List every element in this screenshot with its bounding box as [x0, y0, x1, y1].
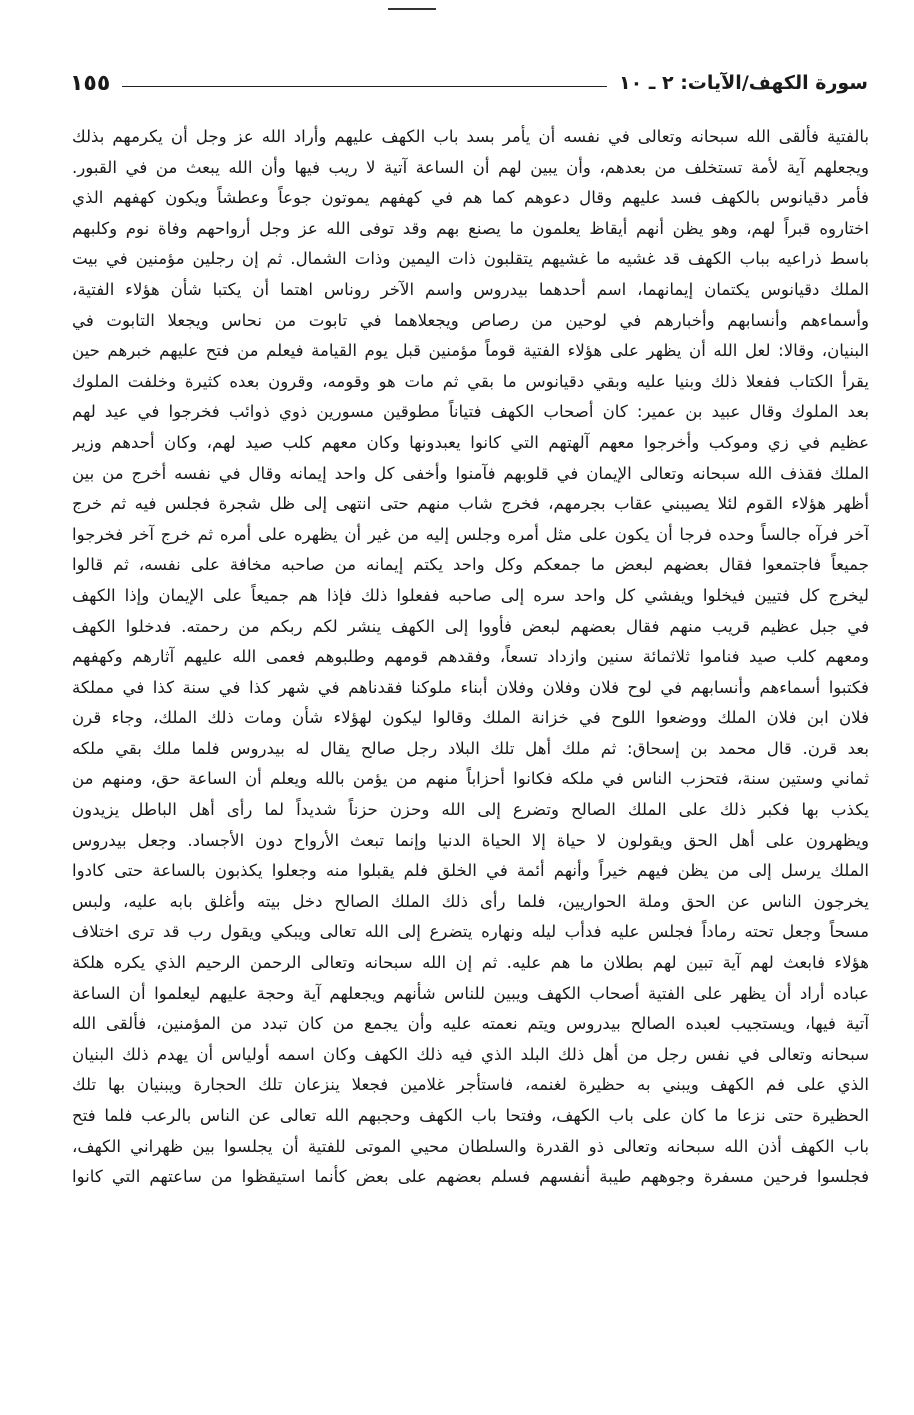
text-line: أظهر هؤلاء القوم لئلا يصيبني عقاب بجرمهم، فخرج شاب منهم حتى انتهى إلى ظل شجرة فجلس فيه ثم خرج — [72, 494, 869, 514]
text-line: الملك دقيانوس يكتمان إيمانهما، اسم أحدهما بيدروس واسم الآخر روناس اهتما أن يكتبا شأن هؤلاء الفتية، — [72, 279, 869, 299]
running-header — [70, 66, 868, 100]
text-line: عباده أراد أن يظهر على الفتية أصحاب الكهف ويبين للناس شأنهم ويجعلهم آية وحجة عليهم ليعلموا أن الساعة — [72, 983, 869, 1003]
text-line: بالفتية فألقى الله سبحانه وتعالى في نفسه أن يأمر بسد باب الكهف عليهم وأراد الله عز وجل أن يكرمهم بذلك — [72, 127, 869, 146]
text-line: ومعهم كلب صيد فناموا ثلاثمائة سنين وازداد تسعاً، وفقدهم قومهم وطلبوهم فعمى الله عليهم آثارهم وكهفهم — [72, 647, 869, 667]
text-line: فلان ابن فلان الملك ووضعوا اللوح في خزانة الملك وقالوا ليكون لهؤلاء شأن ومات ذلك الملك، وجاء قرن — [72, 708, 869, 728]
text-line: باسط ذراعيه بباب الكهف قد غشيه ما غشيهم يتقلبون ذات اليمين وذات الشمال. ثم إن رجلين مؤمنين في بيت — [72, 249, 869, 269]
text-line: الحظيرة حتى نزعا ما كان على باب الكهف، وفتحا باب الكهف وحجبهم الله تعالى عن الناس بالرعب فلما فتح — [72, 1106, 869, 1125]
text-line: بعد الملوك وقال عبيد بن عمير: كان أصحاب الكهف فتياناً مطوقين مسورين ذوي ذوائب فخرجوا في عيد لهم — [72, 402, 869, 422]
text-line: اختاروه قبراً لهم، وهو يظن أنهم أيقاظ يعلمون ما يصنع بهم وقد توفى الله عز وجل أرواحهم وفاة نوم وكلبهم — [72, 218, 869, 238]
text-line: فكتبوا أسماءهم وأنسابهم في لوح فلان وفلان وفلان أبناء ملوكنا فقدناهم في شهر كذا في سنة كذا في مملكة — [72, 677, 869, 697]
text-line: آخر فرآه جالساً وحده فرجا أن يكون على مثل أمره وجلس إليه من غير أن يظهره على أمره ثم خرج آخر فخرجوا — [72, 524, 869, 544]
text-line: بعد قرن. قال محمد بن إسحاق: ثم ملك أهل تلك البلاد رجل صالح يقال له بيدروس فلما ملك بقي ملكه — [72, 738, 869, 758]
text-line: الذي على فم الكهف ويبني به حظيرة لغنمه، فاستأجر غلامين فجعلا ينزعان تلك الحجارة ويبنيان بها تلك — [72, 1075, 869, 1095]
text-line: في جبل عظيم قريب منهم فقال بعضهم لبعض فأووا إلى الكهف ينشر لكم ربكم من رحمته. فدخلوا الكهف — [72, 616, 869, 636]
text-line: ثماني وستين سنة، فتحزب الناس في ملكه فكانوا أحزاباً منهم من يؤمن بالله ويعلم أن الساعة حق، ومنهم من — [72, 769, 869, 789]
text-line: ليخرج كل فتيين فيخلوا ويفشي كل واحد سره إلى صاحبه ففعلوا ذلك فإذا هم جميعاً على الإيمان وإذا الكهف — [72, 585, 869, 605]
text-line: مسحاً وجعل تحته رماداً فجلس عليه فدأب ليله ونهاره يتضرع إلى الله تعالى ويبكي ويقول رب قد ترى اختلاف — [72, 922, 869, 942]
text-line: ويظهرون على أهل الحق ويقولون لا حياة إلا الحياة الدنيا وإنما تبعث الأرواح دون الأجساد. وجعل بيدروس — [72, 830, 869, 850]
text-line: آتية فيها، ويستجيب لعبده الصالح بيدروس ويتم نعمته عليه وأن يجمع من كان تبدد من المؤمنين، فألقى الله — [72, 1014, 869, 1034]
text-line: وأسماءهم وأنسابهم وأخبارهم في لوحين من رصاص ويجعلاهما في تابوت من نحاس ويجعلا التابوت في — [72, 310, 869, 330]
top-edge-mark — [388, 8, 436, 10]
chapter-title: سورة الكهف/الآيات: ٢ ـ ١٠ — [619, 72, 868, 94]
text-line: يخرجون الناس عن الحق وملة الحواريين، فلما رأى ذلك الملك الصالح دخل بيته وأغلق بابه عليه، ولبس — [72, 891, 869, 911]
text-line: هؤلاء فابعث لهم آية تبين لهم بطلان ما هم عليه. ثم إن الله سبحانه وتعالى الرحمن الرحيم الذي يكره هلكة — [72, 953, 869, 973]
text-line: الملك يرسل إلى من يظن فيهم خيراً وأنهم أئمة في الخلق فلم يقبلوا منه وجعلوا يكذبون بالساعة حتى كادوا — [72, 861, 869, 881]
text-line: جميعاً فاجتمعوا فقال بعضهم لبعض ما جمعكم وكل واحد يكتم إيمانه من صاحبه مخافة على نفسه، ثم قالوا — [72, 555, 869, 575]
text-line: فأمر دقيانوس بالكهف فسد عليهم وقال دعوهم كما هم في كهفهم يموتون جوعاً وعطشاً ويكون كهفهم الذي — [72, 188, 869, 208]
text-line: ويجعلهم آية لأمة تستخلف من بعدهم، وأن يبين لهم أن الساعة آتية لا ريب فيها وأن الله يبعث من في القبور. — [72, 157, 869, 177]
text-line: البنيان، وقالا: لعل الله أن يظهر على هؤلاء الفتية قوماً مؤمنين قبل يوم القيامة فيعلم من فتح عليهم خبرهم حين — [72, 341, 869, 361]
text-line: يكذب بها فكبر ذلك على الملك الصالح وتضرع إلى الله وحزن حزناً شديداً لما رأى أهل الباطل يزيدون — [72, 800, 869, 820]
body-text — [72, 122, 869, 1193]
header-rule — [122, 86, 607, 87]
text-line: يقرأ الكتاب ففعلا ذلك وبنيا عليه وبقي دقيانوس ما بقي ثم مات هو وقومه، وقرون بعده كثيرة وخلفت الملوك — [72, 371, 869, 391]
text-line: فجلسوا فرحين مسفرة وجوههم طيبة أنفسهم فسلم بعضهم على بعض كأنما استيقظوا من ساعتهم التي كانوا — [72, 1167, 869, 1187]
text-line: سبحانه وتعالى في نفس رجل من أهل ذلك البلد الذي فيه ذلك الكهف وكان اسمه أولياس أن يهدم ذلك البنيان — [72, 1044, 869, 1064]
text-line: عظيم في زي وموكب وأخرجوا معهم آلهتهم التي كانوا يعبدونها وكان معهم كلب صيد لهم، وكان أحدهم وزير — [72, 432, 869, 452]
text-line: باب الكهف أذن الله سبحانه وتعالى ذو القدرة والسلطان محيي الموتى للفتية أن يجلسوا بين ظهراني الكهف، — [72, 1136, 869, 1156]
page-number: ١٥٥ — [70, 70, 111, 96]
text-line: الملك فقذف الله سبحانه وتعالى الإيمان في قلوبهم فآمنوا وأخفى كل واحد إيمانه وقال في نفسه أخرج من بين — [72, 463, 869, 483]
